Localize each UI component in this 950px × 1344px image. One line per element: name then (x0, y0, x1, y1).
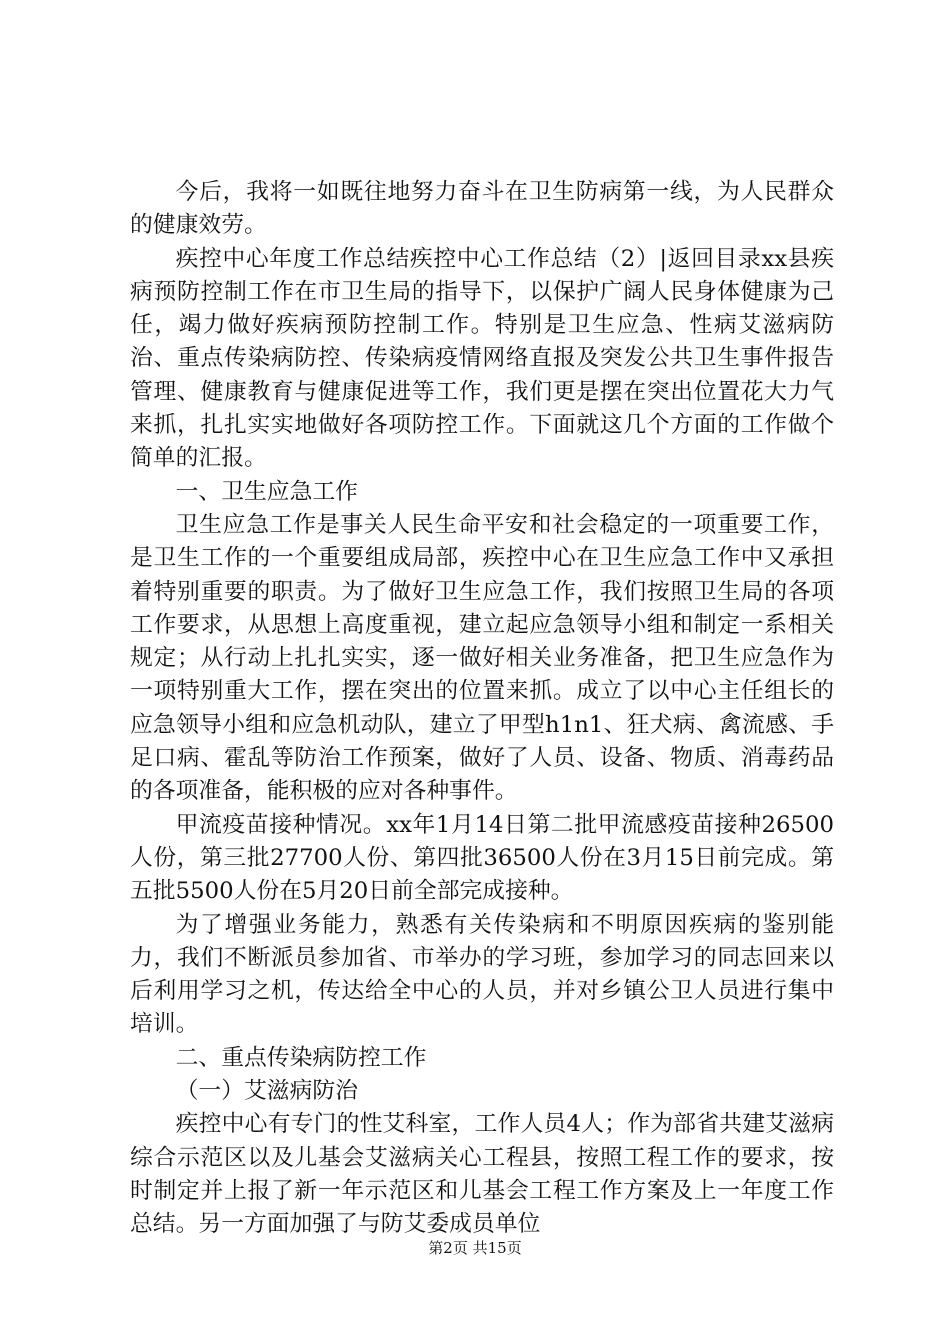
section-heading-infectious-disease: 二、重点传染病防控工作 (175, 1044, 427, 1071)
paragraph-training: 为了增强业务能力，熟悉有关传染病和不明原因疾病的鉴别能力，我们不断派员参加省、市举办的学习班，参加学习的同志回来以后利用学习之机，传达给全中心的人员，并对乡镇公卫人员进行集中培训。 (130, 911, 834, 1038)
section-heading-emergency: 一、卫生应急工作 (175, 478, 358, 505)
paragraph-closing-statement: 今后，我将一如既往地努力奋斗在卫生防病第一线，为人民群众的健康效劳。 (130, 179, 834, 239)
paragraph-summary-intro: 疾控中心年度工作总结疾控中心工作总结（2）|返回目录xx县疾病预防控制工作在市卫生局的指导下，以保护广阔人民身体健康为己任，竭力做好疾病预防控制工作。特别是卫生应急、性病艾滋病防治、重点传染病防控、传染病疫情网络直报及突发公共卫生事件报告管理、健康教育与健康促进等工作，我们更是摆在突出位置花大力气来抓，扎扎实实地做好各项防控工作。下面就这几个方面的工作做个简单的汇报。 (130, 245, 834, 472)
page-number-footer: 第2页 共15页 (428, 1239, 522, 1257)
subsection-heading-aids: （一）艾滋病防治 (175, 1078, 358, 1105)
paragraph-emergency-work: 卫生应急工作是事关人民生命平安和社会稳定的一项重要工作，是卫生工作的一个重要组成局部，疾控中心在卫生应急工作中又承担着特别重要的职责。为了做好卫生应急工作，我们按照卫生局的各项工作要求，从思想上高度重视，建立起应急领导小组和制定一系相关规定；从行动上扎扎实实，逐一做好相关业务准备，把卫生应急作为一项特别重大工作，摆在突出的位置来抓。成立了以中心主任组长的应急领导小组和应急机动队，建立了甲型h1n1、狂犬病、禽流感、手足口病、霍乱等防治工作预案，做好了人员、设备、物质、消毒药品的各项准备，能积极的应对各种事件。 (130, 511, 834, 805)
document-body (130, 176, 834, 1242)
paragraph-aids-prevention: 疾控中心有专门的性艾科室，工作人员4人；作为部省共建艾滋病综合示范区以及儿基会艾滋病关心工程县，按照工程工作的要求，按时制定并上报了新一年示范区和儿基会工程工作方案及上一年度工作总结。另一方面加强了与防艾委成员单位 (130, 1111, 834, 1238)
paragraph-vaccination: 甲流疫苗接种情况。xx年1月14日第二批甲流感疫苗接种26500人份，第三批27700人份、第四批36500人份在3月15日前完成。第五批5500人份在5月20日前全部完成接种。 (130, 811, 834, 905)
